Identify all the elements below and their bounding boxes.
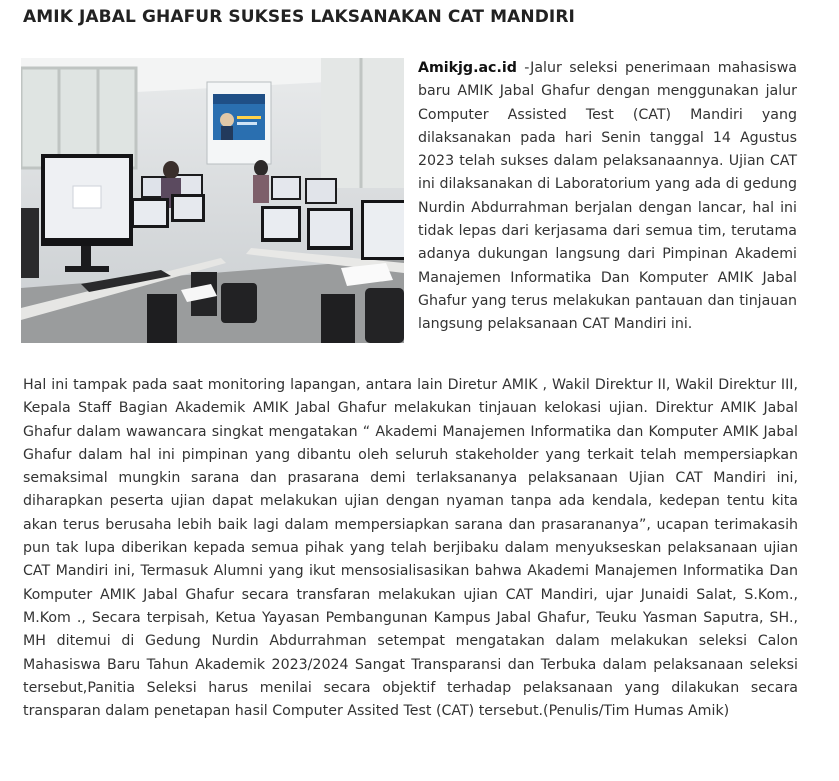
body-paragraph: Hal ini tampak pada saat monitoring lapangan, antara lain Diretur AMIK , Wakil Direktur II, Wakil Direktur III, Kepala Staff Bagian Akademik AMIK Jabal Ghafur melakukan tinjauan kelokasi ujian. Direktur AMIK Jabal Ghafur dalam wawancara singkat mengatakan “ Akademi Manajemen Informatika dan Komputer AMIK Jabal Ghafur dalam hal ini pimpinan yang dibantu oleh seluruh stakeholder yang terkait telah mempersiapkan semaksimal mungkin sarana dan prasarana demi terlaksananya pelaksanaan Ujian CAT Mandiri ini, diharapkan peserta ujian dapat melakukan ujian dengan nyaman tanpa ada kendala, kedepan tentu kita akan terus berusaha lebih baik lagi dalam mempersiapkan sarana dan prasarananya”, ucapan terimakasih pun tak lupa diberikan kepada semua pihak yang telah berjibaku dalam menyukseskan pelaksanaan ujian CAT Mandiri ini, Termasuk Alumni yang ikut mensosialisasikan bahwa Akademi Manajemen Informatika Dan Komputer AMIK Jabal Ghafur secara transfaran melakukan ujian CAT Mandiri, ujar Junaidi Salat, S.Kom., M.Kom ., Secara terpisah, Ketua Yayasan Pembangunan Kampus Jabal Ghafur, Teuku Yasman Saputra, SH., MH ditemui di Gedung Nurdin Abdurrahman setempat mengatakan dalam melakukan seleksi Calon Mahasiswa Baru Tahun Akademik 2023/2024 Sangat Transparansi dan Terbuka dalam pelaksanaan seleksi tersebut,Panitia Seleksi harus menilai secara objektif terhadap pelaksanaan yang dilakukan secara transparan dalam penetapan hasil Computer Assited Test (CAT) tersebut.(Penulis/Tim Humas Amik) [23,377,798,720]
source-label: Amikjg.ac.id [418,60,517,76]
computer-lab-photo [21,58,404,343]
article-title: AMIK JABAL GHAFUR SUKSES LAKSANAKAN CAT MANDIRI [23,7,575,27]
lead-paragraph [418,57,797,337]
computer-lab-illustration [21,58,404,343]
lead-text: -Jalur seleksi penerimaan mahasiswa baru AMIK Jabal Ghafur dengan menggunakan jalur Computer Assisted Test (CAT) Mandiri yang dilaksanakan pada hari Senin tanggal 14 Agustus 2023 telah sukses dalam pelaksanaannya. Ujian CAT ini dilaksanakan di Laboratorium yang ada di gedung Nurdin Abdurrahman berjalan dengan lancar, hal ini tidak lepas dari kerjasama dari semua tim, terutama adanya dukungan langsung dari Pimpinan Akademi Manajemen Informatika Dan Komputer AMIK Jabal Ghafur yang terus melakukan pantauan dan tinjauan langsung pelaksanaan CAT Mandiri ini. [418,60,797,333]
